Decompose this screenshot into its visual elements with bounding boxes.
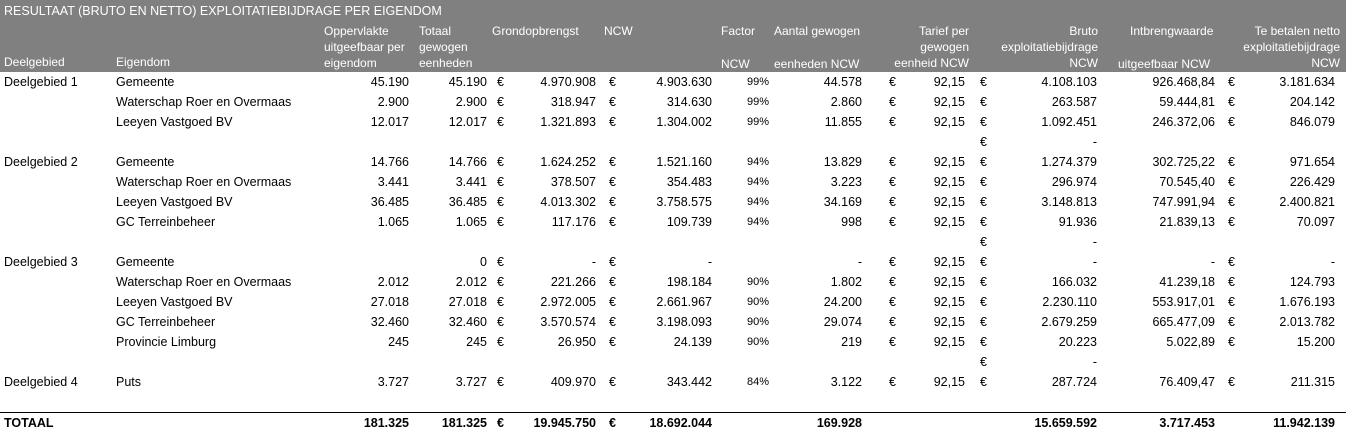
cell-bruto: 296.974: [1051, 175, 1097, 189]
cell-euro-sign: €: [609, 375, 616, 389]
cell-eigendom: GC Terreinbeheer: [116, 315, 216, 329]
cell-aantal-ncw: 3.122: [830, 375, 862, 389]
cell-ncw: 3.198.093: [656, 315, 712, 329]
cell-euro-sign: €: [609, 315, 616, 329]
cell-euro-sign: €: [889, 275, 896, 289]
table-row: [0, 112, 1346, 132]
cell-grondopbrengst: 4.970.908: [540, 75, 596, 89]
cell-eigendom: Gemeente: [116, 155, 175, 169]
cell-tarief: 92,15: [933, 175, 965, 189]
cell-aantal-ncw: 1.802: [830, 275, 862, 289]
header-factor-ncw: NCW: [721, 57, 750, 71]
cell-tarief: 92,15: [933, 95, 965, 109]
cell-grondopbrengst: 4.013.302: [540, 195, 596, 209]
cell-aantal-ncw: 24.200: [823, 295, 862, 309]
cell-euro-sign: €: [609, 295, 616, 309]
cell-ncw: 314.630: [666, 95, 712, 109]
cell-euro-sign: €: [980, 175, 987, 189]
cell-bruto: 20.223: [1058, 335, 1097, 349]
cell-tarief: 92,15: [933, 155, 965, 169]
cell-grondopbrengst: -: [591, 255, 596, 269]
cell-tarief: 92,15: [933, 295, 965, 309]
cell-eigendom: Leeyen Vastgoed BV: [116, 195, 233, 209]
cell-oppervlakte: 12.017: [370, 115, 409, 129]
header-bruto-line3: NCW: [1069, 56, 1098, 70]
cell-factor: 90%: [746, 316, 769, 328]
header-netto-line3: NCW: [1311, 56, 1340, 70]
cell-aantal-ncw: 11.855: [824, 115, 862, 129]
header-aantal-line2: eenheden NCW: [774, 57, 860, 71]
cell-euro-sign: €: [497, 375, 504, 389]
header-tot-line3: eenheden: [419, 56, 473, 70]
total-label: TOTAAL: [4, 416, 54, 430]
cell-inbrengwaarde: 76.409,47: [1159, 375, 1215, 389]
cell-eigendom: Provincie Limburg: [116, 335, 217, 349]
cell-oppervlakte: 1.065: [377, 215, 409, 229]
table-row: [0, 192, 1346, 212]
total-aantal-ncw: 169.928: [816, 416, 862, 430]
cell-bruto: 91.936: [1058, 215, 1097, 229]
cell-bruto: -: [1092, 355, 1097, 369]
cell-oppervlakte: 36.485: [370, 195, 409, 209]
cell-euro-sign: €: [980, 255, 987, 269]
cell-factor: 99%: [746, 96, 769, 108]
total-inbrengwaarde: 3.717.453: [1159, 416, 1215, 430]
cell-aantal-ncw: 2.860: [830, 95, 862, 109]
table-row: [0, 372, 1346, 392]
header-inbreng-line2: uitgeefbaar NCW: [1118, 57, 1211, 71]
cell-bruto: 1.092.451: [1041, 115, 1097, 129]
header-inbreng-line1: Intbrengwaarde: [1130, 24, 1214, 38]
header-factor: Factor: [721, 24, 756, 38]
table-row: [0, 92, 1346, 112]
cell-tarief: 92,15: [933, 335, 965, 349]
cell-deelgebied: Deelgebied 2: [4, 155, 78, 169]
table-row: [0, 172, 1346, 192]
cell-aantal-ncw: 34.169: [823, 195, 862, 209]
header-tarief-line2: gewogen: [920, 40, 969, 54]
cell-inbrengwaarde: 5.022,89: [1166, 335, 1215, 349]
header-eigendom: Eigendom: [116, 55, 171, 69]
cell-factor: 99%: [746, 76, 769, 88]
cell-euro-sign: €: [980, 375, 987, 389]
cell-ncw: 24.139: [673, 335, 712, 349]
cell-ncw: -: [707, 255, 712, 269]
cell-euro-sign: €: [609, 215, 616, 229]
cell-inbrengwaarde: 70.545,40: [1159, 175, 1215, 189]
cell-tarief: 92,15: [933, 315, 965, 329]
cell-euro-sign: €: [1228, 175, 1235, 189]
total-grondopbrengst: 19.945.750: [533, 416, 596, 430]
cell-euro-sign: €: [980, 95, 987, 109]
cell-netto: 2.400.821: [1279, 195, 1335, 209]
cell-euro-sign: €: [889, 295, 896, 309]
header-tarief-line3: eenheid NCW: [894, 56, 969, 70]
cell-eigendom: Waterschap Roer en Overmaas: [116, 175, 292, 189]
header-grondopbrengst: Grondopbrengst: [492, 24, 579, 38]
cell-netto: 3.181.634: [1279, 75, 1335, 89]
cell-factor: 84%: [746, 376, 769, 388]
cell-eigendom: Leeyen Vastgoed BV: [116, 295, 233, 309]
cell-euro-sign: €: [889, 175, 896, 189]
cell-ncw: 3.758.575: [656, 195, 712, 209]
cell-euro-sign: €: [497, 335, 504, 349]
cell-grondopbrengst: 318.947: [550, 95, 596, 109]
cell-oppervlakte: 32.460: [370, 315, 409, 329]
cell-ncw: 2.661.967: [656, 295, 712, 309]
cell-euro-sign: €: [497, 155, 504, 169]
cell-euro-sign: €: [1228, 375, 1235, 389]
cell-euro-sign: €: [609, 335, 616, 349]
cell-euro-sign: €: [497, 95, 504, 109]
cell-euro-sign: €: [497, 195, 504, 209]
cell-inbrengwaarde: 926.468,84: [1152, 75, 1215, 89]
cell-netto: 846.079: [1289, 115, 1335, 129]
cell-euro-sign: €: [1228, 255, 1235, 269]
table-row: [0, 152, 1346, 172]
cell-euro-sign: €: [889, 75, 896, 89]
cell-inbrengwaarde: 41.239,18: [1159, 275, 1215, 289]
header-tarief-line1: Tarief per: [918, 24, 969, 38]
cell-grondopbrengst: 26.950: [557, 335, 596, 349]
cell-euro-sign: €: [980, 75, 987, 89]
header-tot-line1: Totaal: [419, 24, 452, 38]
cell-bruto: 4.108.103: [1041, 75, 1097, 89]
cell-euro-sign: €: [1228, 115, 1235, 129]
cell-eigendom: Waterschap Roer en Overmaas: [116, 275, 292, 289]
cell-euro-sign: €: [980, 315, 987, 329]
cell-factor: 90%: [746, 336, 769, 348]
cell-gewogen-eenheden: 12.017: [448, 115, 487, 129]
cell-oppervlakte: 14.766: [370, 155, 409, 169]
table-row: [0, 72, 1346, 92]
total-ncw: 18.692.044: [649, 416, 712, 430]
cell-inbrengwaarde: 59.444,81: [1159, 95, 1215, 109]
cell-gewogen-eenheden: 0: [480, 255, 487, 269]
cell-netto: 70.097: [1296, 215, 1335, 229]
cell-gewogen-eenheden: 32.460: [448, 315, 487, 329]
cell-deelgebied: Deelgebied 4: [4, 375, 78, 389]
cell-ncw: 354.483: [666, 175, 712, 189]
cell-netto: 124.793: [1289, 275, 1335, 289]
table-row: [0, 232, 1346, 252]
cell-euro-sign: €: [1228, 75, 1235, 89]
cell-grondopbrengst: 2.972.005: [540, 295, 596, 309]
table-row: [0, 292, 1346, 312]
total-bruto: 15.659.592: [1034, 416, 1097, 430]
cell-netto: -: [1330, 255, 1335, 269]
cell-gewogen-eenheden: 27.018: [448, 295, 487, 309]
cell-netto: 226.429: [1289, 175, 1335, 189]
cell-bruto: 2.230.110: [1042, 295, 1097, 309]
cell-aantal-ncw: 44.578: [823, 75, 862, 89]
cell-euro-sign: €: [889, 335, 896, 349]
header-opp-line2: uitgeefbaar per: [324, 40, 405, 54]
cell-euro-sign: €: [889, 195, 896, 209]
cell-tarief: 92,15: [933, 115, 965, 129]
header-netto-line1: Te betalen netto: [1254, 24, 1340, 38]
cell-factor: 90%: [746, 276, 769, 288]
cell-euro-sign: €: [1228, 215, 1235, 229]
cell-euro-sign: €: [980, 335, 987, 349]
cell-inbrengwaarde: -: [1210, 255, 1215, 269]
total-gewogen-eenheden: 181.325: [441, 416, 487, 430]
cell-euro-sign: €: [1228, 95, 1235, 109]
header-ncw: NCW: [604, 24, 633, 38]
cell-grondopbrengst: 378.507: [550, 175, 596, 189]
cell-bruto: 1.274.379: [1041, 155, 1097, 169]
cell-euro-sign: €: [609, 95, 616, 109]
cell-aantal-ncw: 29.074: [823, 315, 862, 329]
cell-oppervlakte: 3.727: [377, 375, 409, 389]
header-aantal-line1: Aantal gewogen: [774, 24, 861, 38]
cell-ncw: 343.442: [666, 375, 712, 389]
cell-oppervlakte: 3.441: [377, 175, 409, 189]
cell-factor: 94%: [746, 216, 769, 228]
cell-euro-sign: €: [980, 235, 987, 249]
header-opp-line1: Oppervlakte: [324, 24, 389, 38]
cell-euro-sign: €: [980, 195, 987, 209]
cell-eigendom: GC Terreinbeheer: [116, 215, 216, 229]
cell-euro-sign: €: [980, 135, 987, 149]
cell-euro-sign: €: [497, 295, 504, 309]
total-netto: 11.942.139: [1273, 416, 1335, 430]
cell-aantal-ncw: -: [857, 255, 862, 269]
cell-tarief: 92,15: [933, 255, 965, 269]
cell-gewogen-eenheden: 2.900: [455, 95, 487, 109]
cell-factor: 94%: [746, 196, 769, 208]
table-row: [0, 272, 1346, 292]
cell-bruto: 2.679.259: [1041, 315, 1097, 329]
cell-deelgebied: Deelgebied 1: [4, 75, 78, 89]
cell-euro-sign: €: [1228, 335, 1235, 349]
cell-euro-sign: €: [1228, 315, 1235, 329]
header-tot-line2: gewogen: [419, 40, 468, 54]
cell-oppervlakte: 27.018: [370, 295, 409, 309]
cell-factor: 94%: [746, 156, 769, 168]
cell-euro-sign: €: [497, 255, 504, 269]
cell-inbrengwaarde: 553.917,01: [1152, 295, 1215, 309]
cell-euro-sign: €: [497, 315, 504, 329]
cell-euro-sign: €: [609, 155, 616, 169]
cell-euro-sign: €: [609, 115, 616, 129]
cell-euro-sign: €: [497, 275, 504, 289]
cell-tarief: 92,15: [933, 275, 965, 289]
cell-gewogen-eenheden: 14.766: [448, 155, 487, 169]
cell-eigendom: Puts: [116, 375, 142, 389]
cell-grondopbrengst: 117.176: [551, 215, 596, 229]
cell-euro-sign: €: [889, 95, 896, 109]
cell-bruto: 3.148.813: [1041, 195, 1097, 209]
table-row: [0, 312, 1346, 332]
cell-gewogen-eenheden: 2.012: [455, 275, 487, 289]
cell-oppervlakte: 2.012: [377, 275, 409, 289]
cell-ncw: 198.184: [666, 275, 712, 289]
cell-euro-sign: €: [889, 215, 896, 229]
cell-grondopbrengst: 3.570.574: [540, 315, 596, 329]
cell-netto: 2.013.782: [1279, 315, 1335, 329]
header-netto-line2: exploitatiebijdrage: [1243, 40, 1340, 54]
cell-grondopbrengst: 1.624.252: [540, 155, 596, 169]
cell-gewogen-eenheden: 245: [466, 335, 487, 349]
cell-tarief: 92,15: [933, 215, 965, 229]
table-row: [0, 252, 1346, 272]
cell-eigendom: Leeyen Vastgoed BV: [116, 115, 233, 129]
cell-inbrengwaarde: 21.839,13: [1159, 215, 1215, 229]
total-row: [0, 413, 1346, 433]
cell-inbrengwaarde: 665.477,09: [1152, 315, 1215, 329]
cell-euro-sign: €: [889, 375, 896, 389]
cell-euro-sign: €: [609, 195, 616, 209]
table-row: [0, 132, 1346, 152]
total-oppervlakte: 181.325: [363, 416, 409, 430]
cell-euro-sign: €: [980, 215, 987, 229]
cell-gewogen-eenheden: 36.485: [448, 195, 487, 209]
header-opp-line3: eigendom: [324, 56, 377, 70]
cell-aantal-ncw: 13.829: [823, 155, 862, 169]
cell-gewogen-eenheden: 45.190: [448, 75, 487, 89]
cell-euro-sign: €: [889, 315, 896, 329]
cell-inbrengwaarde: 246.372,06: [1152, 115, 1215, 129]
table-row: [0, 352, 1346, 372]
cell-deelgebied: Deelgebied 3: [4, 255, 78, 269]
cell-gewogen-eenheden: 1.065: [455, 215, 487, 229]
cell-factor: 99%: [746, 116, 769, 128]
cell-grondopbrengst: 1.321.893: [540, 115, 596, 129]
cell-gewogen-eenheden: 3.441: [455, 175, 487, 189]
cell-grondopbrengst: 409.970: [550, 375, 596, 389]
cell-ncw: 1.521.160: [656, 155, 712, 169]
cell-tarief: 92,15: [933, 195, 965, 209]
cell-oppervlakte: 245: [388, 335, 409, 349]
table-header: [0, 0, 1346, 72]
total-euro-sign: €: [609, 416, 616, 430]
cell-oppervlakte: 2.900: [377, 95, 409, 109]
cell-euro-sign: €: [980, 155, 987, 169]
cell-inbrengwaarde: 747.991,94: [1152, 195, 1215, 209]
cell-bruto: 166.032: [1051, 275, 1097, 289]
cell-euro-sign: €: [497, 215, 504, 229]
cell-tarief: 92,15: [933, 375, 965, 389]
cell-aantal-ncw: 3.223: [830, 175, 862, 189]
cell-eigendom: Waterschap Roer en Overmaas: [116, 95, 292, 109]
cell-factor: 94%: [746, 176, 769, 188]
cell-euro-sign: €: [1228, 275, 1235, 289]
table-title: RESULTAAT (BRUTO EN NETTO) EXPLOITATIEBIJDRAGE PER EIGENDOM: [4, 4, 442, 18]
cell-eigendom: Gemeente: [116, 75, 175, 89]
cell-ncw: 109.739: [666, 215, 712, 229]
cell-euro-sign: €: [980, 355, 987, 369]
header-bruto-line1: Bruto: [1069, 24, 1098, 38]
cell-bruto: -: [1092, 135, 1097, 149]
cell-euro-sign: €: [980, 295, 987, 309]
table-row: [0, 212, 1346, 232]
cell-euro-sign: €: [497, 75, 504, 89]
cell-oppervlakte: 45.190: [370, 75, 409, 89]
cell-aantal-ncw: 219: [841, 335, 862, 349]
total-euro-sign: €: [497, 416, 504, 430]
cell-inbrengwaarde: 302.725,22: [1152, 155, 1215, 169]
cell-euro-sign: €: [1228, 195, 1235, 209]
table-row: [0, 332, 1346, 352]
cell-euro-sign: €: [980, 115, 987, 129]
cell-euro-sign: €: [497, 115, 504, 129]
cell-euro-sign: €: [1228, 295, 1235, 309]
cell-euro-sign: €: [609, 175, 616, 189]
cell-gewogen-eenheden: 3.727: [455, 375, 487, 389]
cell-euro-sign: €: [497, 175, 504, 189]
cell-bruto: -: [1092, 255, 1097, 269]
cell-bruto: 287.724: [1051, 375, 1097, 389]
cell-euro-sign: €: [609, 275, 616, 289]
cell-euro-sign: €: [889, 115, 896, 129]
cell-euro-sign: €: [980, 275, 987, 289]
cell-tarief: 92,15: [933, 75, 965, 89]
cell-ncw: 4.903.630: [656, 75, 712, 89]
cell-bruto: -: [1092, 235, 1097, 249]
cell-netto: 971.654: [1289, 155, 1335, 169]
header-deelgebied: Deelgebied: [4, 55, 65, 69]
cell-factor: 90%: [746, 296, 769, 308]
cell-grondopbrengst: 221.266: [550, 275, 596, 289]
cell-euro-sign: €: [1228, 155, 1235, 169]
cell-euro-sign: €: [889, 255, 896, 269]
cell-ncw: 1.304.002: [656, 115, 712, 129]
cell-bruto: 263.587: [1051, 95, 1097, 109]
cell-netto: 204.142: [1289, 95, 1335, 109]
cell-eigendom: Gemeente: [116, 255, 175, 269]
cell-euro-sign: €: [889, 155, 896, 169]
cell-euro-sign: €: [609, 75, 616, 89]
cell-netto: 1.676.193: [1279, 295, 1335, 309]
cell-euro-sign: €: [609, 255, 616, 269]
cell-netto: 15.200: [1296, 335, 1335, 349]
cell-netto: 211.315: [1290, 375, 1335, 389]
header-bruto-line2: exploitatiebijdrage: [1001, 40, 1098, 54]
cell-aantal-ncw: 998: [841, 215, 862, 229]
